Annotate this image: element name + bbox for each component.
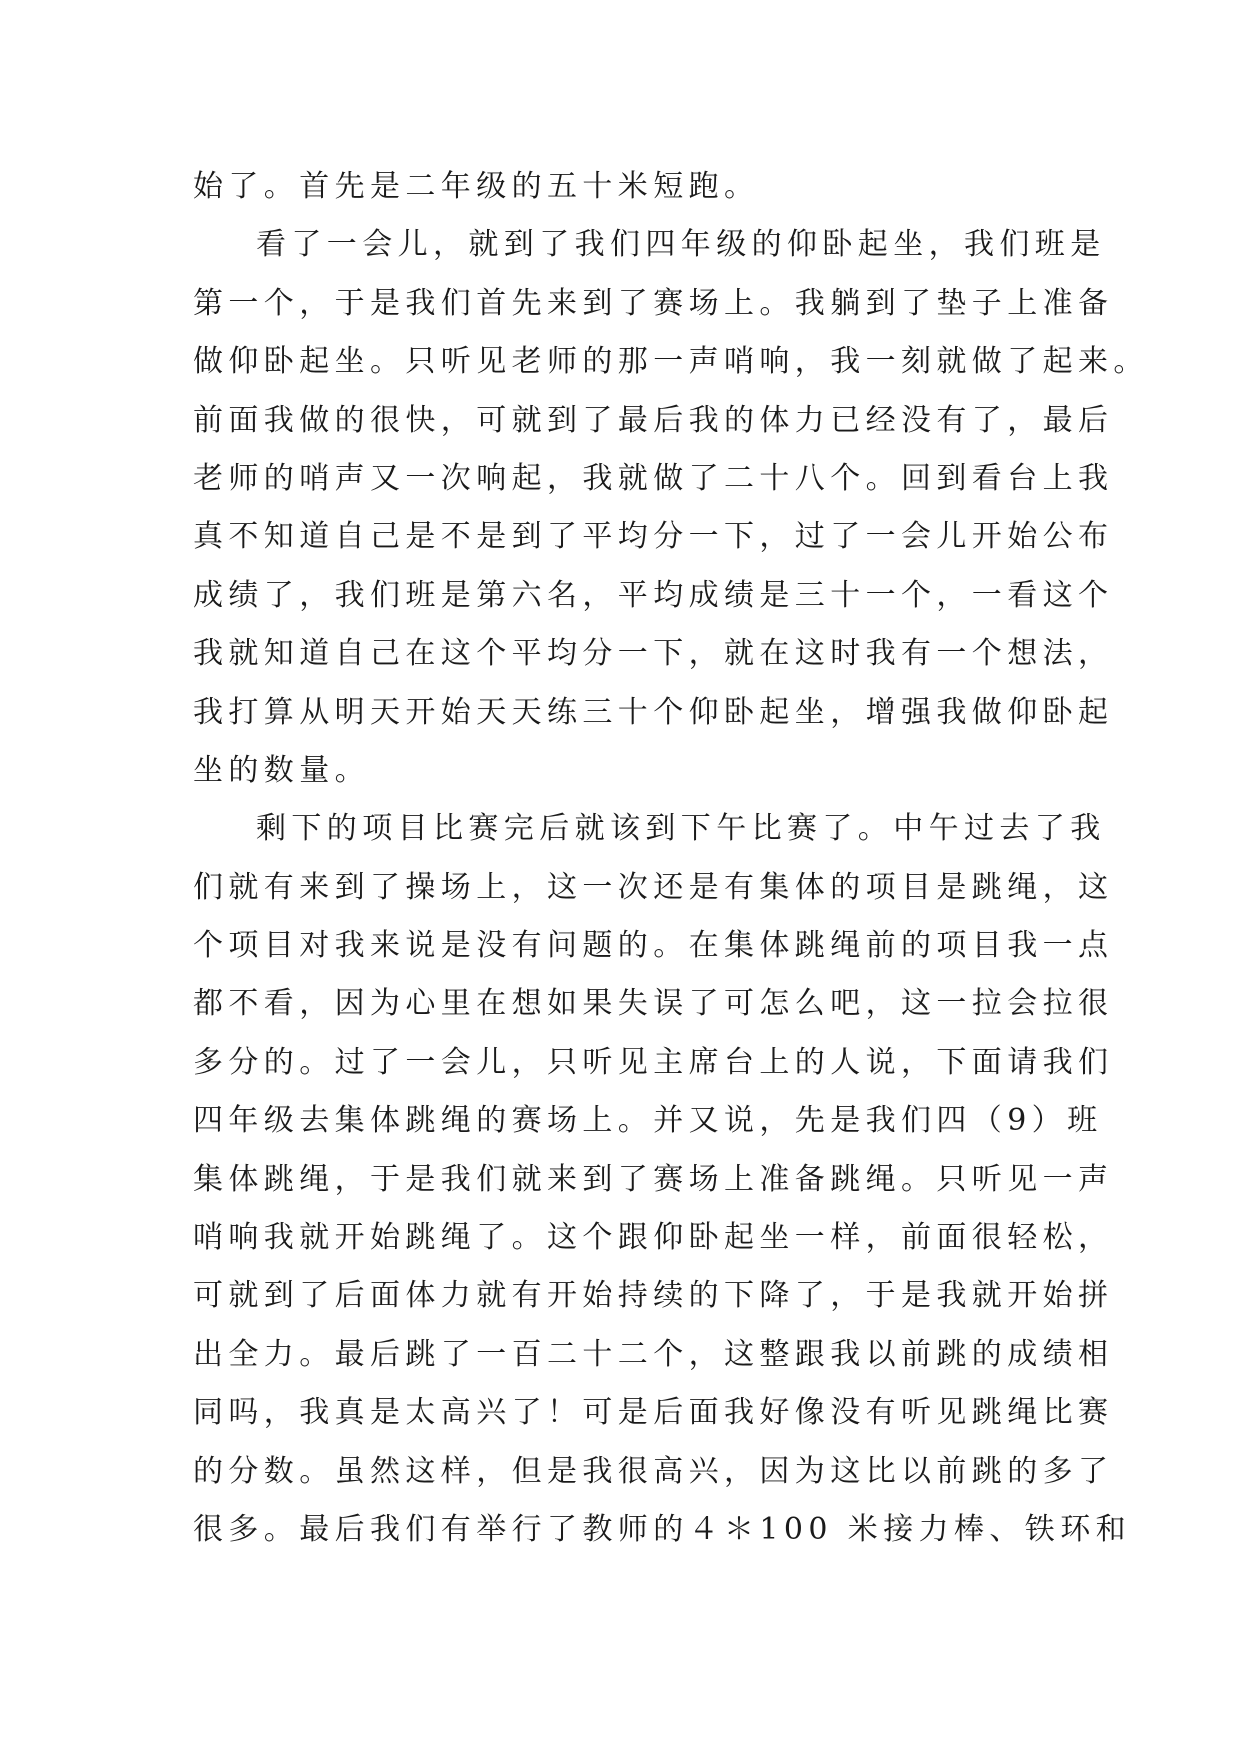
text-line: 多分的。过了一会儿，只听见主席台上的人说，下面请我们	[193, 1044, 1114, 1080]
paragraph-2	[193, 216, 1149, 800]
text-line: 老师的哨声又一次响起，我就做了二十八个。回到看台上我	[193, 460, 1114, 496]
text-line: 我打算从明天开始天天练三十个仰卧起坐，增强我做仰卧起	[193, 694, 1114, 730]
text-line: 出全力。最后跳了一百二十二个，这整跟我以前跳的成绩相	[193, 1336, 1114, 1372]
text-line: 的分数。虽然这样，但是我很高兴，因为这比以前跳的多了	[193, 1453, 1114, 1489]
text-line: 我就知道自己在这个平均分一下，就在这时我有一个想法，	[193, 636, 1114, 672]
paragraph-3	[193, 800, 1131, 1559]
text-line: 们就有来到了操场上，这一次还是有集体的项目是跳绳，这	[193, 869, 1114, 905]
text-line: 前面我做的很快，可就到了最后我的体力已经没有了，最后	[193, 402, 1114, 438]
text-line: 很多。最后我们有举行了教师的４＊100 米接力棒、铁环和	[193, 1511, 1131, 1547]
text-line: 做仰卧起坐。只听见老师的那一声哨响，我一刻就做了起来。	[193, 344, 1149, 380]
text-line: 剩下的项目比赛完后就该到下午比赛了。中午过去了我	[256, 811, 1106, 847]
text-line: 可就到了后面体力就有开始持续的下降了，于是我就开始拼	[193, 1278, 1114, 1314]
text-line: 哨响我就开始跳绳了。这个跟仰卧起坐一样，前面很轻松，	[193, 1220, 1114, 1256]
text-line: 同吗，我真是太高兴了！可是后面我好像没有听见跳绳比赛	[193, 1395, 1114, 1431]
text-line: 坐的数量。	[193, 752, 370, 788]
text-line: 都不看，因为心里在想如果失误了可怎么吧，这一拉会拉很	[193, 986, 1114, 1022]
text-line: 始了。首先是二年级的五十米短跑。	[193, 169, 760, 204]
text-line: 看了一会儿，就到了我们四年级的仰卧起坐，我们班是	[256, 227, 1106, 263]
text-line: 个项目对我来说是没有问题的。在集体跳绳前的项目我一点	[193, 928, 1114, 964]
text-line: 成绩了，我们班是第六名，平均成绩是三十一个，一看这个	[193, 577, 1114, 613]
text-line: 四年级去集体跳绳的赛场上。并又说，先是我们四（9）班	[193, 1103, 1103, 1139]
text-line: 集体跳绳，于是我们就来到了赛场上准备跳绳。只听见一声	[193, 1161, 1114, 1197]
paragraph-1	[193, 158, 1073, 216]
document-body	[193, 158, 1149, 1559]
text-line: 第一个，于是我们首先来到了赛场上。我躺到了垫子上准备	[193, 285, 1114, 321]
text-line: 真不知道自己是不是到了平均分一下，过了一会儿开始公布	[193, 519, 1114, 555]
